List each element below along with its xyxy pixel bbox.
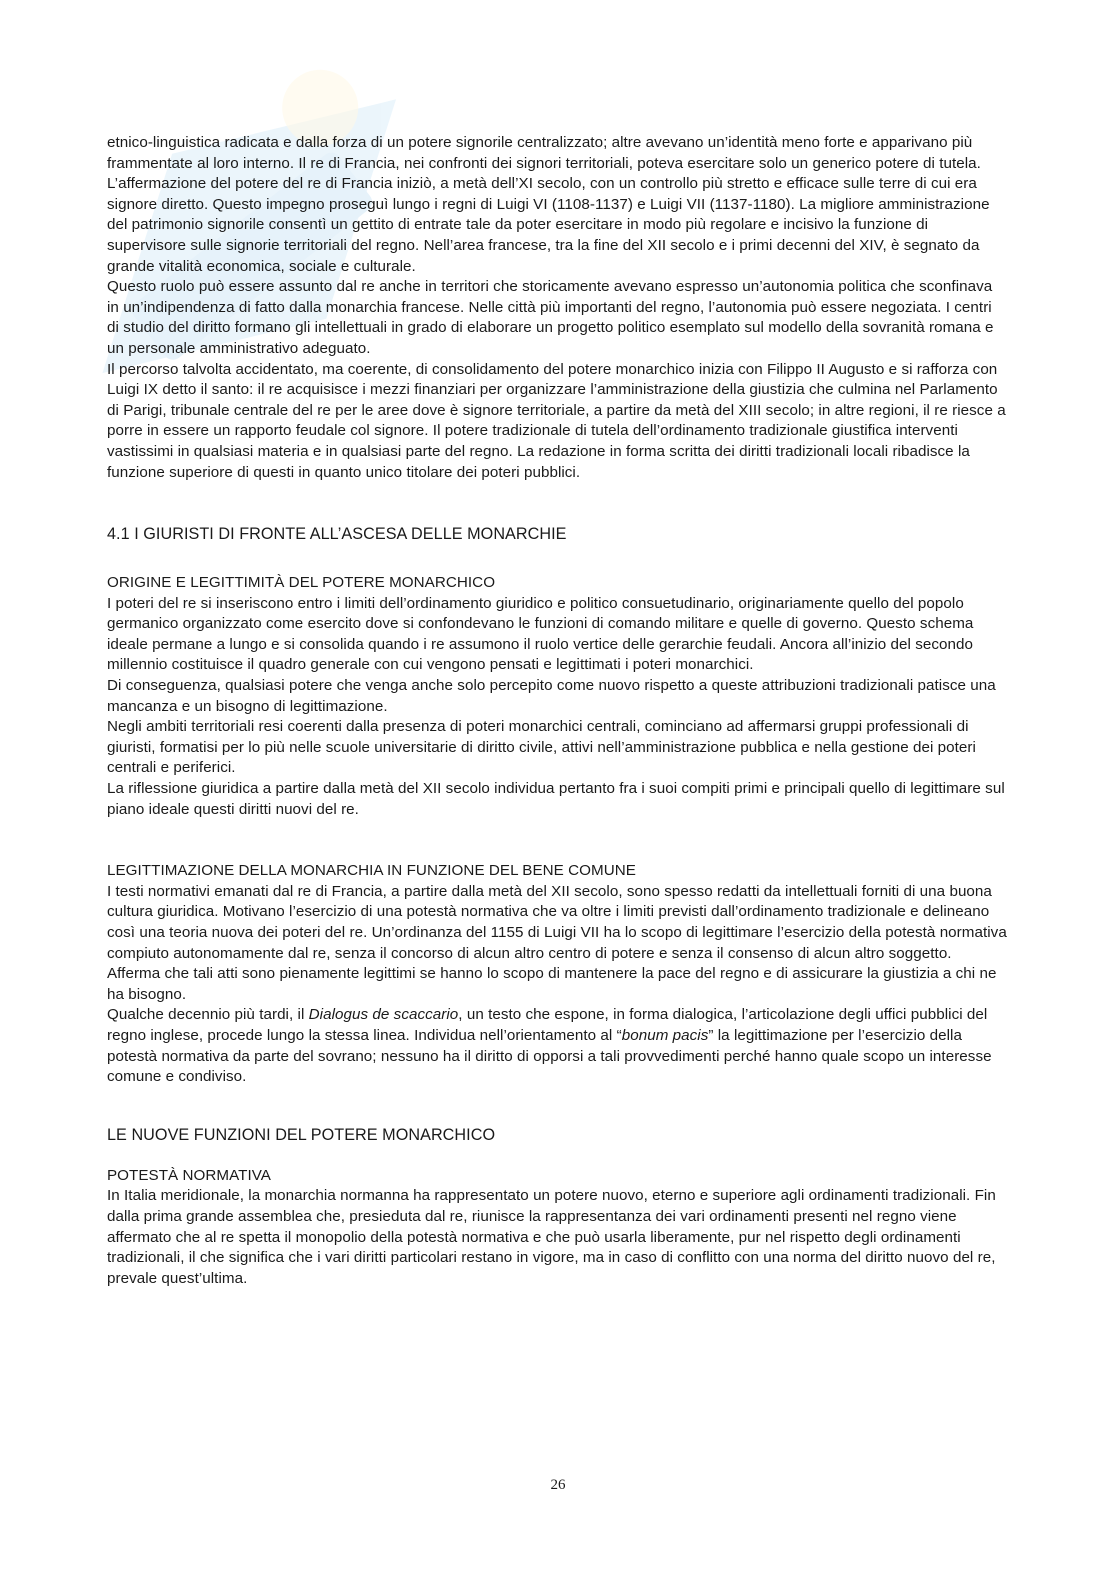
- paragraph-potesta-normativa: In Italia meridionale, la monarchia normanna ha rappresentato un potere nuovo, eterno e superiore agli ordinamenti tradizionali. Fin dalla prima grande assemblea che, presieduta dal re, riunisce la rappresentanza dei vari ordinamenti presenti nel regno viene affermato che al re spetta il monopolio della potestà normativa e che può usarla liberamente, pur nel rispetto degli ordinamenti tradizionali, il che significa che i vari diritti particolari restano in vigore, ma in caso di conflitto con una norma del diritto nuovo del re, prevale quest’ultima.: [107, 1187, 996, 1287]
- paragraph-origine-2: Di conseguenza, qualsiasi potere che venga anche solo percepito come nuovo rispetto a queste attribuzioni tradizionali patisce una mancanza e un bisogno di legittimazione.: [107, 677, 996, 715]
- subheading-potesta-normativa: POTESTÀ NORMATIVA: [107, 1166, 271, 1184]
- paragraph-intro-1: etnico-linguistica radicata e dalla forza di un potere signorile centralizzato; altre avevano un’identità meno forte e apparivano più frammentate al loro interno. Il re di Francia, nei confronti dei signori territoriali, poteva esercitare solo un generico potere di tutela.: [107, 134, 981, 172]
- paragraph-legittimazione-2: [107, 1005, 1007, 1087]
- paragraph-legittimazione-1: I testi normativi emanati dal re di Francia, a partire dalla metà del XII secolo, sono spesso redatti da intellettuali forniti di una buona cultura giuridica. Motivano l’esercizio di una potestà normativa che va oltre i limiti previsti dall’ordinamento tradizionale e delineano così una teoria nuova dei poteri del re. Un’ordinanza del 1155 di Luigi VII ha lo scopo di legittimare l’esercizio della potestà normativa compiuto autonomamente dal re, senza il concorso di alcun altro centro di potere e senza il consenso di alcun altro soggetto. Afferma che tali atti sono pienamente legittimi se hanno lo scopo di mantenere la pace del regno e di assicurare la giustizia a chi ne ha bisogno.: [107, 882, 1007, 1003]
- paragraph-intro-4: Il percorso talvolta accidentato, ma coerente, di consolidamento del potere monarchico inizia con Filippo II Augusto e si rafforza con Luigi IX detto il santo: il re acquisisce i mezzi finanziari per organizzare l’amministrazione della giustizia che culmina nel Parlamento di Parigi, tribunale centrale del re per le aree dove è signore territoriale, a partire da metà del XIII secolo; in altre regioni, il re riesce a porre in essere un rapporto feudale col signore. Il potere tradizionale di tutela dell’ordinamento tradizionale giustifica interventi vastissimi in qualsiasi materia e in qualsiasi parte del regno. La redazione in forma scritta dei diritti tradizionali locali ribadisce la funzione superiore di questi in quanto unico titolare dei poteri pubblici.: [107, 360, 1006, 481]
- section-heading-giuristi: 4.1 I GIURISTI DI FRONTE ALL’ASCESA DELLE MONARCHIE: [107, 525, 567, 544]
- text-segment: , un testo che espone, in forma dialogica, l’articolazione degli uffici pubblici del regno inglese, procede lungo la stessa linea. Individua nell’orientamento al “: [107, 1006, 988, 1044]
- paragraph-origine-3: Negli ambiti territoriali resi coerenti dalla presenza di poteri monarchici centrali, cominciano ad affermarsi gruppi professionali di giuristi, formatisi per lo più nelle scuole universitarie di diritto civile, attivi nell’amministrazione pubblica e nella gestione dei poteri centrali e periferici.: [107, 718, 976, 777]
- paragraph-origine-4: La riflessione giuridica a partire dalla metà del XII secolo individua pertanto fra i suoi compiti primi e principali quello di legittimare sul piano ideale questi diritti nuovi del re.: [107, 780, 1005, 818]
- italic-title-dialogus: Dialogus de scaccario: [308, 1006, 459, 1024]
- italic-term-bonum-pacis: bonum pacis: [621, 1026, 709, 1044]
- subheading-legittimazione: LEGITTIMAZIONE DELLA MONARCHIA IN FUNZIONE DEL BENE COMUNE: [107, 862, 636, 880]
- text-segment: Qualche decennio più tardi, il: [107, 1006, 309, 1024]
- page-number: 26: [550, 1477, 566, 1493]
- paragraph-intro-3: Questo ruolo può essere assunto dal re anche in territori che storicamente avevano espresso un’autonomia politica che sconfinava in un’indipendenza di fatto dalla monarchia francese. Nelle città più importanti del regno, l’autonomia può essere negoziata. I centri di studio del diritto formano gli intellettuali in grado di elaborare un progetto politico esemplato sul modello della sovranità romana e un personale amministrativo adeguato.: [107, 278, 994, 357]
- paragraph-intro-2: L’affermazione del potere del re di Francia iniziò, a metà dell’XI secolo, con un controllo più stretto e efficace sulle terre di cui era signore diretto. Questo impegno proseguì lungo i regni di Luigi VI (1108-1137) e Luigi VII (1137-1180). La migliore amministrazione del patrimonio signorile consentì un gettito di entrate tale da poter esercitare in modo più regolare e incisivo la funzione di supervisore sulle signorie territoriali del regno. Nell’area francese, tra la fine del XII secolo e i primi decenni del XIV, è segnato da grande vitalità economica, sociale e culturale.: [107, 175, 990, 275]
- paragraph-origine-1: I poteri del re si inseriscono entro i limiti dell’ordinamento giuridico e politico consuetudinario, originariamente quello del popolo germanico organizzato come esercito dove si confondevano le funzioni di comando militare e quelle di governo. Questo schema ideale permane a lungo e si consolida quando i re assumono il ruolo vertice delle gerarchie feudali. Ancora all’inizio del secondo millennio costituisce il quadro generale con cui vengono pensati e legittimati i poteri monarchici.: [107, 594, 974, 674]
- document-page: [107, 133, 1007, 1289]
- subheading-origine: ORIGINE E LEGITTIMITÀ DEL POTERE MONARCHICO: [107, 574, 496, 592]
- text-segment: ” la legittimazione per l’esercizio della potestà normativa da parte del sovrano; nessuno ha il diritto di opporsi a tali provvedimenti perché hanno quale scopo un interesse comune e condiviso.: [107, 1026, 992, 1086]
- section-heading-nuove-funzioni: LE NUOVE FUNZIONI DEL POTERE MONARCHICO: [107, 1125, 496, 1144]
